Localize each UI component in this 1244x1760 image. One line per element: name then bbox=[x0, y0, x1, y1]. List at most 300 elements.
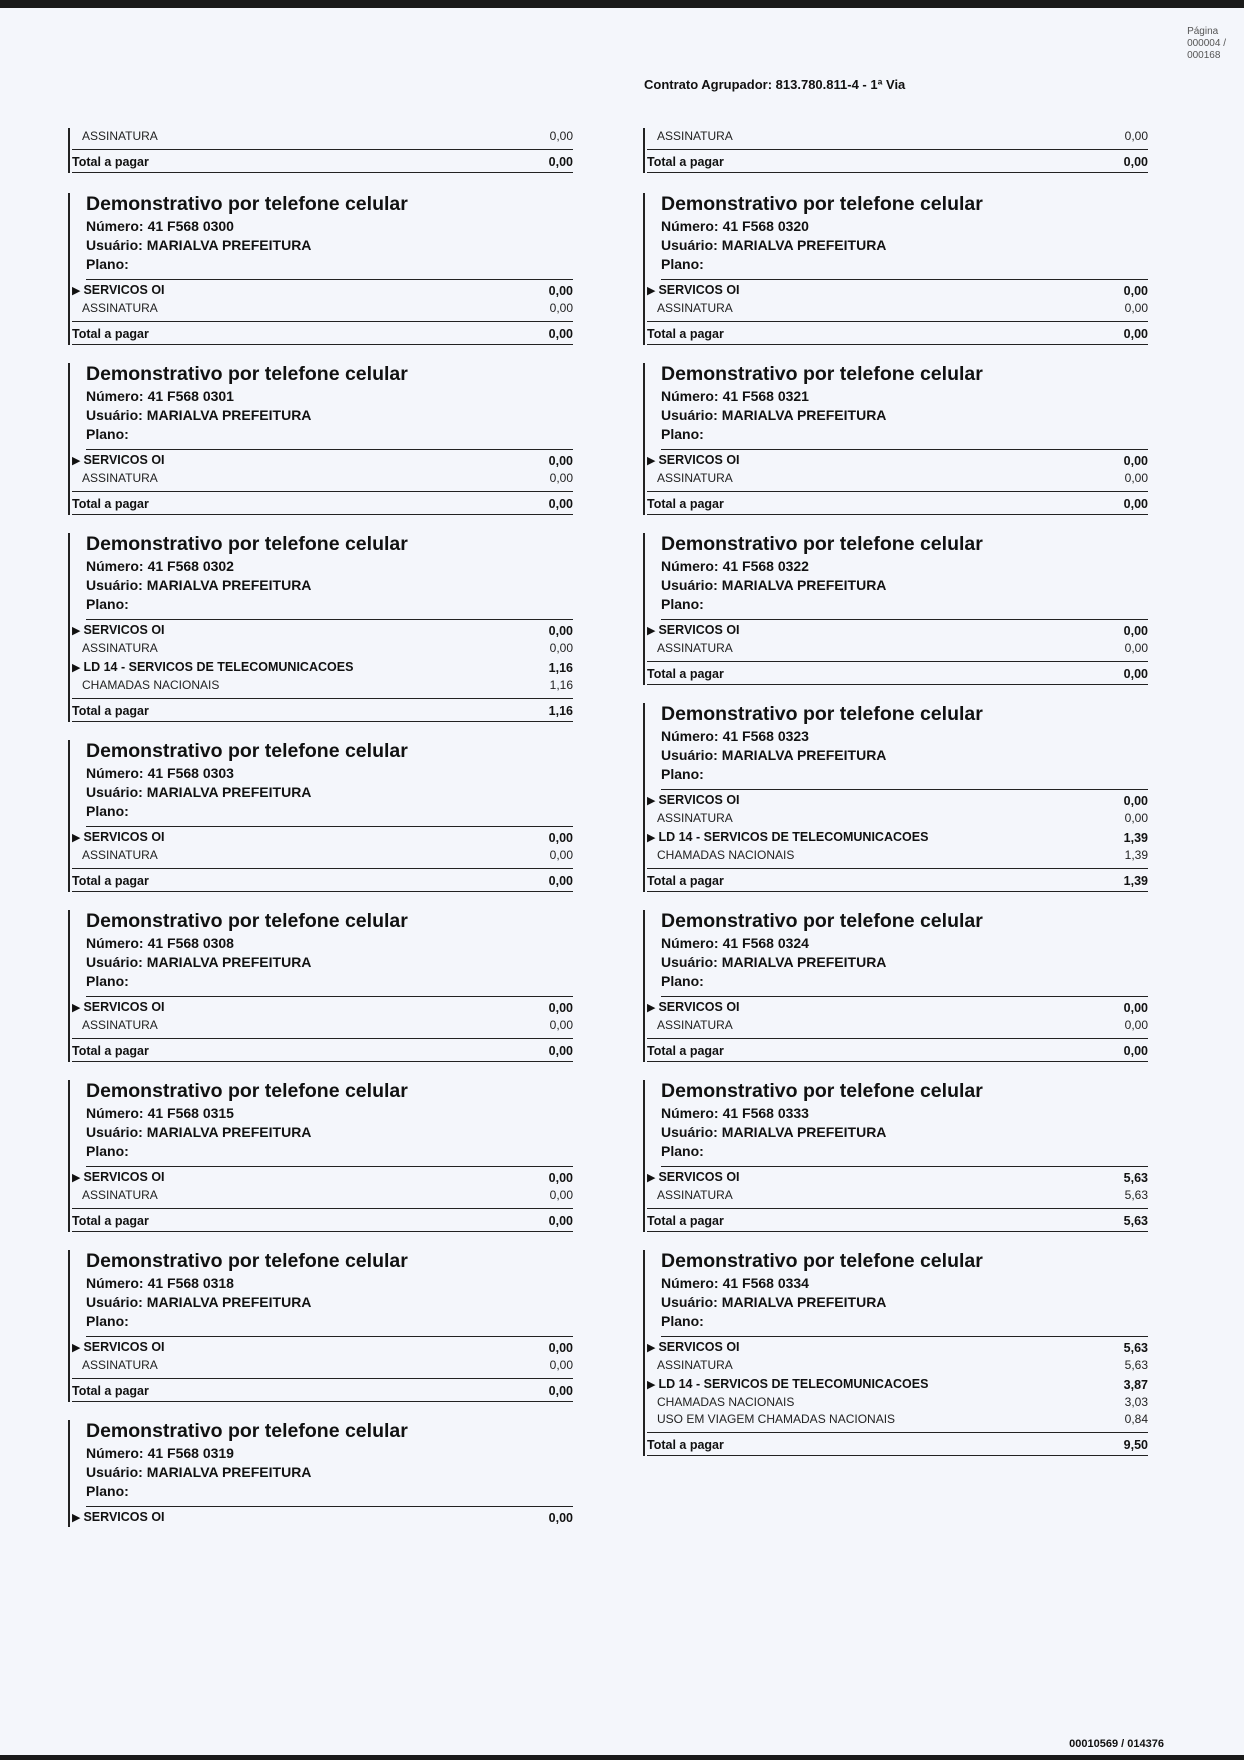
total-row-label: Total a pagar bbox=[72, 497, 149, 511]
carry-total bbox=[647, 149, 1148, 173]
triangle-right-icon: ▶ bbox=[72, 285, 81, 297]
service-item-label: ASSINATURA bbox=[82, 641, 158, 655]
service-section-value: 5,63 bbox=[1123, 1340, 1148, 1355]
usuario-line bbox=[661, 1123, 1148, 1142]
block-title: Demonstrativo por telefone celular bbox=[661, 193, 983, 215]
total-row-value: 0,00 bbox=[548, 1384, 573, 1398]
numero-label: Número: bbox=[86, 1105, 144, 1121]
service-section-value: 0,00 bbox=[548, 1000, 573, 1015]
usuario-value: MARIALVA PREFEITURA bbox=[721, 747, 887, 763]
triangle-right-icon: ▶ bbox=[72, 1512, 81, 1524]
service-section-value: 3,87 bbox=[1123, 1377, 1148, 1392]
usuario-value: MARIALVA PREFEITURA bbox=[721, 577, 887, 593]
service-item bbox=[72, 1187, 573, 1204]
header-rule bbox=[86, 1336, 573, 1337]
usuario-line bbox=[86, 1293, 573, 1312]
total-row-label: Total a pagar bbox=[647, 327, 724, 341]
plano-label: Plano: bbox=[86, 256, 129, 272]
total-row-value: 9,50 bbox=[1123, 1438, 1148, 1452]
phone-statement-block bbox=[643, 1250, 1148, 1456]
service-section-label: ▶ SERVICOS OI bbox=[647, 453, 740, 467]
numero-line bbox=[86, 387, 573, 406]
numero-value: 41 F568 0300 bbox=[147, 218, 234, 234]
carry-total bbox=[72, 149, 573, 173]
usuario-line bbox=[661, 1293, 1148, 1312]
service-section bbox=[647, 281, 1148, 300]
total-row bbox=[72, 491, 573, 515]
service-item-label: ASSINATURA bbox=[82, 848, 158, 862]
service-section bbox=[647, 621, 1148, 640]
plano-label: Plano: bbox=[86, 973, 129, 989]
service-section bbox=[72, 1508, 573, 1527]
plano-line bbox=[86, 972, 573, 991]
total-row-label: Total a pagar bbox=[647, 497, 724, 511]
phone-statement-block bbox=[68, 740, 573, 892]
service-item-label: ASSINATURA bbox=[82, 471, 158, 485]
service-section-label: ▶ SERVICOS OI bbox=[647, 1170, 740, 1184]
triangle-right-icon: ▶ bbox=[647, 1379, 656, 1391]
triangle-right-icon: ▶ bbox=[647, 832, 656, 844]
service-item-label: ASSINATURA bbox=[82, 1358, 158, 1372]
service-item bbox=[647, 1394, 1148, 1411]
total-row bbox=[72, 698, 573, 722]
numero-value: 41 F568 0301 bbox=[147, 388, 234, 404]
numero-label: Número: bbox=[661, 388, 719, 404]
service-item-value: 5,63 bbox=[1124, 1358, 1148, 1372]
service-section-label: ▶ SERVICOS OI bbox=[72, 830, 165, 844]
usuario-label: Usuário: bbox=[86, 784, 143, 800]
service-item bbox=[647, 470, 1148, 487]
numero-value: 41 F568 0302 bbox=[147, 558, 234, 574]
plano-label: Plano: bbox=[86, 803, 129, 819]
numero-label: Número: bbox=[86, 765, 144, 781]
usuario-value: MARIALVA PREFEITURA bbox=[146, 1294, 312, 1310]
service-item-value: 0,00 bbox=[1124, 471, 1148, 485]
plano-label: Plano: bbox=[86, 1143, 129, 1159]
total-row-label: Total a pagar bbox=[647, 874, 724, 888]
total-row bbox=[72, 321, 573, 345]
usuario-value: MARIALVA PREFEITURA bbox=[146, 954, 312, 970]
service-section bbox=[647, 828, 1148, 847]
triangle-right-icon: ▶ bbox=[72, 1002, 81, 1014]
numero-label: Número: bbox=[661, 1105, 719, 1121]
phone-statement-block bbox=[68, 363, 573, 515]
phone-statement-block bbox=[643, 1080, 1148, 1232]
usuario-label: Usuário: bbox=[661, 747, 718, 763]
total-row bbox=[72, 1378, 573, 1402]
plano-line bbox=[86, 1312, 573, 1331]
block-title: Demonstrativo por telefone celular bbox=[661, 363, 983, 385]
phone-statement-block bbox=[68, 910, 573, 1062]
service-section-label: ▶ LD 14 - SERVICOS DE TELECOMUNICACOES bbox=[72, 660, 354, 674]
page-label-text: Página bbox=[1187, 26, 1219, 37]
service-item bbox=[72, 847, 573, 864]
numero-value: 41 F568 0323 bbox=[722, 728, 809, 744]
service-item-label: ASSINATURA bbox=[82, 301, 158, 315]
plano-label: Plano: bbox=[661, 1143, 704, 1159]
carry-total-value: 0,00 bbox=[548, 155, 573, 169]
triangle-right-icon: ▶ bbox=[647, 795, 656, 807]
left-column bbox=[68, 128, 573, 1545]
service-section bbox=[647, 1168, 1148, 1187]
usuario-value: MARIALVA PREFEITURA bbox=[146, 1124, 312, 1140]
block-title: Demonstrativo por telefone celular bbox=[86, 740, 408, 762]
total-row-value: 1,39 bbox=[1123, 874, 1148, 888]
triangle-right-icon: ▶ bbox=[647, 1172, 656, 1184]
header-rule bbox=[86, 996, 573, 997]
plano-line bbox=[661, 972, 1148, 991]
total-row bbox=[647, 491, 1148, 515]
service-item bbox=[647, 847, 1148, 864]
numero-label: Número: bbox=[661, 935, 719, 951]
service-section-value: 1,39 bbox=[1123, 830, 1148, 845]
usuario-line bbox=[86, 953, 573, 972]
header-rule bbox=[86, 449, 573, 450]
service-section-label: ▶ SERVICOS OI bbox=[647, 1000, 740, 1014]
total-row-label: Total a pagar bbox=[72, 704, 149, 718]
phone-statement-block bbox=[643, 193, 1148, 345]
service-item bbox=[647, 810, 1148, 827]
service-section bbox=[72, 1338, 573, 1357]
usuario-value: MARIALVA PREFEITURA bbox=[146, 407, 312, 423]
service-item-label: ASSINATURA bbox=[657, 301, 733, 315]
service-item-value: 0,00 bbox=[549, 641, 573, 655]
usuario-line bbox=[661, 236, 1148, 255]
service-item bbox=[647, 640, 1148, 657]
usuario-value: MARIALVA PREFEITURA bbox=[146, 577, 312, 593]
service-section-value: 0,00 bbox=[1123, 1000, 1148, 1015]
numero-value: 41 F568 0324 bbox=[722, 935, 809, 951]
service-section-label: ▶ SERVICOS OI bbox=[72, 283, 165, 297]
service-item bbox=[72, 300, 573, 317]
phone-statement-block bbox=[643, 363, 1148, 515]
service-item-label: CHAMADAS NACIONAIS bbox=[657, 848, 795, 862]
usuario-line bbox=[86, 1123, 573, 1142]
total-row-label: Total a pagar bbox=[647, 1438, 724, 1452]
plano-line bbox=[661, 255, 1148, 274]
service-section-value: 0,00 bbox=[1123, 283, 1148, 298]
usuario-label: Usuário: bbox=[661, 1124, 718, 1140]
total-row-value: 0,00 bbox=[548, 497, 573, 511]
service-item bbox=[72, 640, 573, 657]
usuario-label: Usuário: bbox=[86, 1464, 143, 1480]
service-item bbox=[72, 1017, 573, 1034]
triangle-right-icon: ▶ bbox=[647, 625, 656, 637]
service-section bbox=[72, 281, 573, 300]
service-section-value: 0,00 bbox=[548, 283, 573, 298]
plano-label: Plano: bbox=[86, 1313, 129, 1329]
plano-line bbox=[86, 255, 573, 274]
service-item-value: 0,00 bbox=[549, 301, 573, 315]
numero-line bbox=[86, 557, 573, 576]
service-item-label: ASSINATURA bbox=[657, 471, 733, 485]
numero-line bbox=[661, 217, 1148, 236]
service-item-value: 0,00 bbox=[549, 1018, 573, 1032]
service-item-value: 5,63 bbox=[1124, 1188, 1148, 1202]
usuario-line bbox=[86, 1463, 573, 1482]
service-item-value: 0,00 bbox=[1124, 811, 1148, 825]
numero-label: Número: bbox=[86, 558, 144, 574]
header-rule bbox=[661, 789, 1148, 790]
block-title: Demonstrativo por telefone celular bbox=[661, 533, 983, 555]
service-section-value: 0,00 bbox=[548, 1340, 573, 1355]
service-item-value: 0,00 bbox=[1124, 301, 1148, 315]
usuario-line bbox=[661, 576, 1148, 595]
block-title: Demonstrativo por telefone celular bbox=[86, 533, 408, 555]
service-item-label: USO EM VIAGEM CHAMADAS NACIONAIS bbox=[657, 1412, 896, 1426]
service-item bbox=[647, 1017, 1148, 1034]
service-section-value: 0,00 bbox=[1123, 793, 1148, 808]
numero-value: 41 F568 0333 bbox=[722, 1105, 809, 1121]
numero-line bbox=[86, 1444, 573, 1463]
usuario-line bbox=[661, 746, 1148, 765]
block-title: Demonstrativo por telefone celular bbox=[86, 1250, 408, 1272]
triangle-right-icon: ▶ bbox=[647, 1002, 656, 1014]
usuario-value: MARIALVA PREFEITURA bbox=[146, 237, 312, 253]
numero-label: Número: bbox=[86, 1275, 144, 1291]
footer-code: 00010569 / 014376 bbox=[1069, 1738, 1164, 1750]
service-item-value: 1,16 bbox=[549, 678, 573, 692]
service-section-label: ▶ LD 14 - SERVICOS DE TELECOMUNICACOES bbox=[647, 1377, 929, 1391]
carry-item-value: 0,00 bbox=[549, 129, 573, 143]
total-row bbox=[647, 868, 1148, 892]
triangle-right-icon: ▶ bbox=[72, 625, 81, 637]
service-item-label: CHAMADAS NACIONAIS bbox=[82, 678, 220, 692]
total-row bbox=[647, 1432, 1148, 1456]
service-section-label: ▶ SERVICOS OI bbox=[72, 1510, 165, 1524]
numero-value: 41 F568 0320 bbox=[722, 218, 809, 234]
usuario-value: MARIALVA PREFEITURA bbox=[146, 784, 312, 800]
carry-item-value: 0,00 bbox=[1124, 129, 1148, 143]
service-section-label: ▶ SERVICOS OI bbox=[647, 1340, 740, 1354]
numero-label: Número: bbox=[661, 1275, 719, 1291]
numero-line bbox=[86, 217, 573, 236]
phone-statement-block bbox=[68, 193, 573, 345]
header-rule bbox=[661, 1166, 1148, 1167]
service-section-value: 1,16 bbox=[548, 660, 573, 675]
block-title: Demonstrativo por telefone celular bbox=[86, 363, 408, 385]
plano-label: Plano: bbox=[661, 973, 704, 989]
plano-label: Plano: bbox=[661, 256, 704, 272]
total-row bbox=[647, 1208, 1148, 1232]
service-item-value: 0,84 bbox=[1124, 1412, 1148, 1426]
service-section-value: 0,00 bbox=[1123, 453, 1148, 468]
service-item bbox=[72, 1357, 573, 1374]
service-item-label: ASSINATURA bbox=[82, 1188, 158, 1202]
numero-value: 41 F568 0318 bbox=[147, 1275, 234, 1291]
service-section-label: ▶ SERVICOS OI bbox=[647, 793, 740, 807]
service-section bbox=[647, 1375, 1148, 1394]
usuario-value: MARIALVA PREFEITURA bbox=[721, 1124, 887, 1140]
total-row-label: Total a pagar bbox=[72, 1044, 149, 1058]
plano-line bbox=[661, 1312, 1148, 1331]
usuario-label: Usuário: bbox=[661, 954, 718, 970]
service-item-value: 0,00 bbox=[549, 1188, 573, 1202]
total-row-value: 0,00 bbox=[1123, 667, 1148, 681]
service-section bbox=[647, 1338, 1148, 1357]
total-row bbox=[72, 1208, 573, 1232]
page-number bbox=[1187, 26, 1226, 62]
service-section bbox=[647, 998, 1148, 1017]
plano-label: Plano: bbox=[86, 1483, 129, 1499]
service-item-label: ASSINATURA bbox=[657, 1018, 733, 1032]
numero-label: Número: bbox=[86, 935, 144, 951]
plano-line bbox=[661, 425, 1148, 444]
numero-line bbox=[661, 934, 1148, 953]
plano-line bbox=[86, 595, 573, 614]
service-section bbox=[647, 451, 1148, 470]
numero-label: Número: bbox=[661, 558, 719, 574]
numero-line bbox=[661, 387, 1148, 406]
service-section-label: ▶ LD 14 - SERVICOS DE TELECOMUNICACOES bbox=[647, 830, 929, 844]
total-row-value: 1,16 bbox=[548, 704, 573, 718]
right-column bbox=[643, 128, 1148, 1474]
service-section-label: ▶ SERVICOS OI bbox=[72, 1000, 165, 1014]
numero-value: 41 F568 0321 bbox=[722, 388, 809, 404]
usuario-label: Usuário: bbox=[661, 237, 718, 253]
service-item bbox=[647, 1357, 1148, 1374]
numero-label: Número: bbox=[661, 218, 719, 234]
plano-line bbox=[661, 1142, 1148, 1161]
block-title: Demonstrativo por telefone celular bbox=[661, 1080, 983, 1102]
total-row-label: Total a pagar bbox=[647, 1044, 724, 1058]
total-row-label: Total a pagar bbox=[647, 667, 724, 681]
service-section-value: 0,00 bbox=[548, 453, 573, 468]
total-row bbox=[72, 868, 573, 892]
triangle-right-icon: ▶ bbox=[72, 662, 81, 674]
header-rule bbox=[86, 279, 573, 280]
total-row-label: Total a pagar bbox=[72, 1384, 149, 1398]
carry-total-label: Total a pagar bbox=[647, 155, 724, 169]
total-row-label: Total a pagar bbox=[72, 874, 149, 888]
header-rule bbox=[661, 996, 1148, 997]
usuario-label: Usuário: bbox=[661, 1294, 718, 1310]
service-section-value: 0,00 bbox=[548, 1170, 573, 1185]
total-row-label: Total a pagar bbox=[647, 1214, 724, 1228]
usuario-line bbox=[86, 406, 573, 425]
service-section bbox=[647, 791, 1148, 810]
service-section-value: 0,00 bbox=[548, 623, 573, 638]
total-row bbox=[647, 661, 1148, 685]
usuario-label: Usuário: bbox=[86, 237, 143, 253]
usuario-label: Usuário: bbox=[86, 577, 143, 593]
numero-label: Número: bbox=[86, 1445, 144, 1461]
numero-value: 41 F568 0334 bbox=[722, 1275, 809, 1291]
service-item bbox=[72, 677, 573, 694]
service-item-value: 0,00 bbox=[549, 848, 573, 862]
contract-header: Contrato Agrupador: 813.780.811-4 - 1ª Via bbox=[644, 77, 906, 92]
phone-statement-block bbox=[643, 533, 1148, 685]
plano-label: Plano: bbox=[661, 766, 704, 782]
numero-line bbox=[661, 727, 1148, 746]
service-section-label: ▶ SERVICOS OI bbox=[72, 1170, 165, 1184]
usuario-label: Usuário: bbox=[661, 407, 718, 423]
scan-top-edge bbox=[0, 0, 1244, 8]
numero-label: Número: bbox=[86, 388, 144, 404]
plano-label: Plano: bbox=[661, 426, 704, 442]
phone-statement-block bbox=[643, 910, 1148, 1062]
total-row-value: 0,00 bbox=[548, 874, 573, 888]
service-section-value: 0,00 bbox=[1123, 623, 1148, 638]
triangle-right-icon: ▶ bbox=[647, 285, 656, 297]
service-section bbox=[72, 621, 573, 640]
plano-line bbox=[86, 1142, 573, 1161]
carry-item bbox=[647, 128, 1148, 145]
usuario-label: Usuário: bbox=[86, 1124, 143, 1140]
total-row-value: 0,00 bbox=[548, 1214, 573, 1228]
carry-item-label: ASSINATURA bbox=[82, 129, 158, 143]
service-item-label: CHAMADAS NACIONAIS bbox=[657, 1395, 795, 1409]
numero-line bbox=[661, 557, 1148, 576]
total-row-value: 0,00 bbox=[548, 1044, 573, 1058]
service-section bbox=[72, 1168, 573, 1187]
service-item-label: ASSINATURA bbox=[657, 1358, 733, 1372]
header-rule bbox=[661, 279, 1148, 280]
header-rule bbox=[86, 1506, 573, 1507]
service-section-label: ▶ SERVICOS OI bbox=[72, 453, 165, 467]
usuario-value: MARIALVA PREFEITURA bbox=[721, 954, 887, 970]
numero-value: 41 F568 0303 bbox=[147, 765, 234, 781]
plano-line bbox=[661, 595, 1148, 614]
plano-label: Plano: bbox=[86, 596, 129, 612]
block-title: Demonstrativo por telefone celular bbox=[661, 703, 983, 725]
usuario-label: Usuário: bbox=[86, 954, 143, 970]
total-row-value: 0,00 bbox=[1123, 327, 1148, 341]
service-section-label: ▶ SERVICOS OI bbox=[72, 623, 165, 637]
service-item bbox=[647, 300, 1148, 317]
usuario-value: MARIALVA PREFEITURA bbox=[721, 1294, 887, 1310]
numero-value: 41 F568 0308 bbox=[147, 935, 234, 951]
numero-value: 41 F568 0322 bbox=[722, 558, 809, 574]
plano-line bbox=[661, 765, 1148, 784]
service-section bbox=[72, 828, 573, 847]
total-row bbox=[647, 321, 1148, 345]
usuario-value: MARIALVA PREFEITURA bbox=[721, 407, 887, 423]
triangle-right-icon: ▶ bbox=[647, 1342, 656, 1354]
service-section-value: 5,63 bbox=[1123, 1170, 1148, 1185]
triangle-right-icon: ▶ bbox=[72, 832, 81, 844]
triangle-right-icon: ▶ bbox=[647, 455, 656, 467]
triangle-right-icon: ▶ bbox=[72, 1172, 81, 1184]
block-title: Demonstrativo por telefone celular bbox=[86, 193, 408, 215]
phone-statement-block bbox=[68, 1420, 573, 1527]
plano-label: Plano: bbox=[661, 596, 704, 612]
plano-line bbox=[86, 425, 573, 444]
plano-label: Plano: bbox=[661, 1313, 704, 1329]
carry-over-block bbox=[68, 128, 573, 173]
service-section bbox=[72, 998, 573, 1017]
usuario-line bbox=[661, 953, 1148, 972]
block-title: Demonstrativo por telefone celular bbox=[661, 1250, 983, 1272]
block-title: Demonstrativo por telefone celular bbox=[86, 1420, 408, 1442]
numero-line bbox=[661, 1274, 1148, 1293]
service-item-label: ASSINATURA bbox=[657, 641, 733, 655]
header-rule bbox=[86, 826, 573, 827]
header-rule bbox=[661, 1336, 1148, 1337]
block-title: Demonstrativo por telefone celular bbox=[86, 1080, 408, 1102]
header-rule bbox=[86, 1166, 573, 1167]
service-item-value: 0,00 bbox=[549, 471, 573, 485]
usuario-value: MARIALVA PREFEITURA bbox=[146, 1464, 312, 1480]
block-title: Demonstrativo por telefone celular bbox=[661, 910, 983, 932]
usuario-line bbox=[86, 236, 573, 255]
total-row-value: 5,63 bbox=[1123, 1214, 1148, 1228]
plano-line bbox=[86, 802, 573, 821]
usuario-line bbox=[86, 783, 573, 802]
total-row-value: 0,00 bbox=[1123, 1044, 1148, 1058]
total-row-label: Total a pagar bbox=[72, 327, 149, 341]
numero-value: 41 F568 0315 bbox=[147, 1105, 234, 1121]
